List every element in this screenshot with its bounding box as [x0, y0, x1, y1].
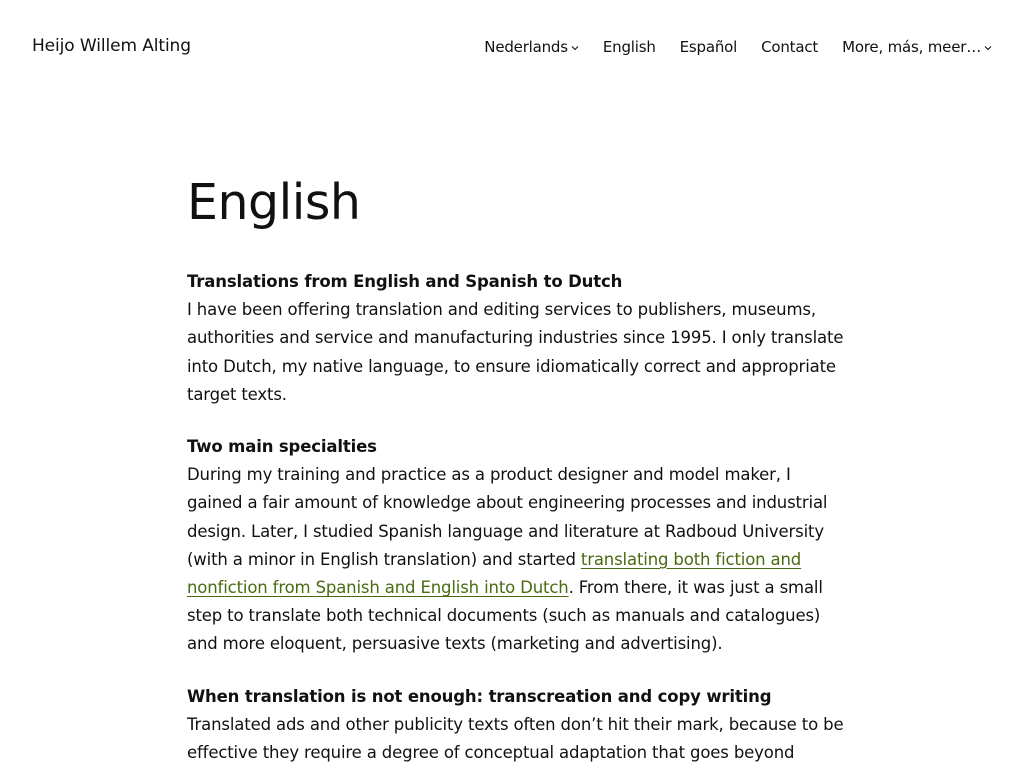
nav-item-espanol[interactable]: [680, 38, 737, 56]
nav-item-label: English: [602, 38, 656, 56]
section-heading: Translations from English and Spanish to Dutch: [187, 272, 623, 291]
section-transcreation: [187, 683, 847, 768]
nav-item-english[interactable]: [603, 38, 656, 56]
main-content: [187, 168, 847, 768]
page-title: English: [187, 174, 361, 231]
nav-item-contact[interactable]: [761, 38, 818, 56]
section-translations: [187, 268, 847, 409]
nav-item-label: More, más, meer…: [842, 38, 981, 56]
chevron-down-icon[interactable]: [571, 44, 579, 52]
site-header: [0, 0, 1024, 96]
section-body-text: Translated ads and other publicity texts often don’t hit their mark, because to be effective they require a degree of conceptual adaptation that goes beyond: [187, 714, 844, 763]
chevron-down-icon[interactable]: [984, 44, 992, 52]
nav-item-label: Contact: [761, 38, 819, 56]
main-nav: [484, 38, 992, 56]
section-body-text: I have been offering translation and editing services to publishers, museums, authorities and service and manufacturing industries since 1995. I only translate into Dutch, my native language, to ensure idiomatically correct and appropriate target texts.: [187, 300, 844, 404]
translations-link[interactable]: translating both fiction and nonfiction from Spanish and English into Dutch: [187, 549, 802, 598]
section-body-text: . From there, it was just a small step to translate both technical documents (such as manuals and catalogues) and more eloquent, persuasive texts (marketing and advertising).: [187, 578, 823, 654]
section-heading: When translation is not enough: transcreation and copy writing: [187, 686, 772, 706]
section-specialties: [187, 433, 847, 659]
nav-item-nederlands[interactable]: [484, 38, 579, 56]
nav-item-label: Nederlands: [484, 38, 568, 56]
section-heading: Two main specialties: [187, 437, 377, 457]
section-body-text: During my training and practice as a product designer and model maker, I gained a fair amount of knowledge about engineering processes and industrial design. Later, I studied Spanish language and literature at Radboud University (with a minor in English translation) and started: [187, 465, 828, 569]
nav-item-label: Español: [679, 38, 738, 56]
nav-item-more[interactable]: [842, 38, 992, 56]
site-title-link[interactable]: Heijo Willem Alting: [32, 36, 191, 56]
